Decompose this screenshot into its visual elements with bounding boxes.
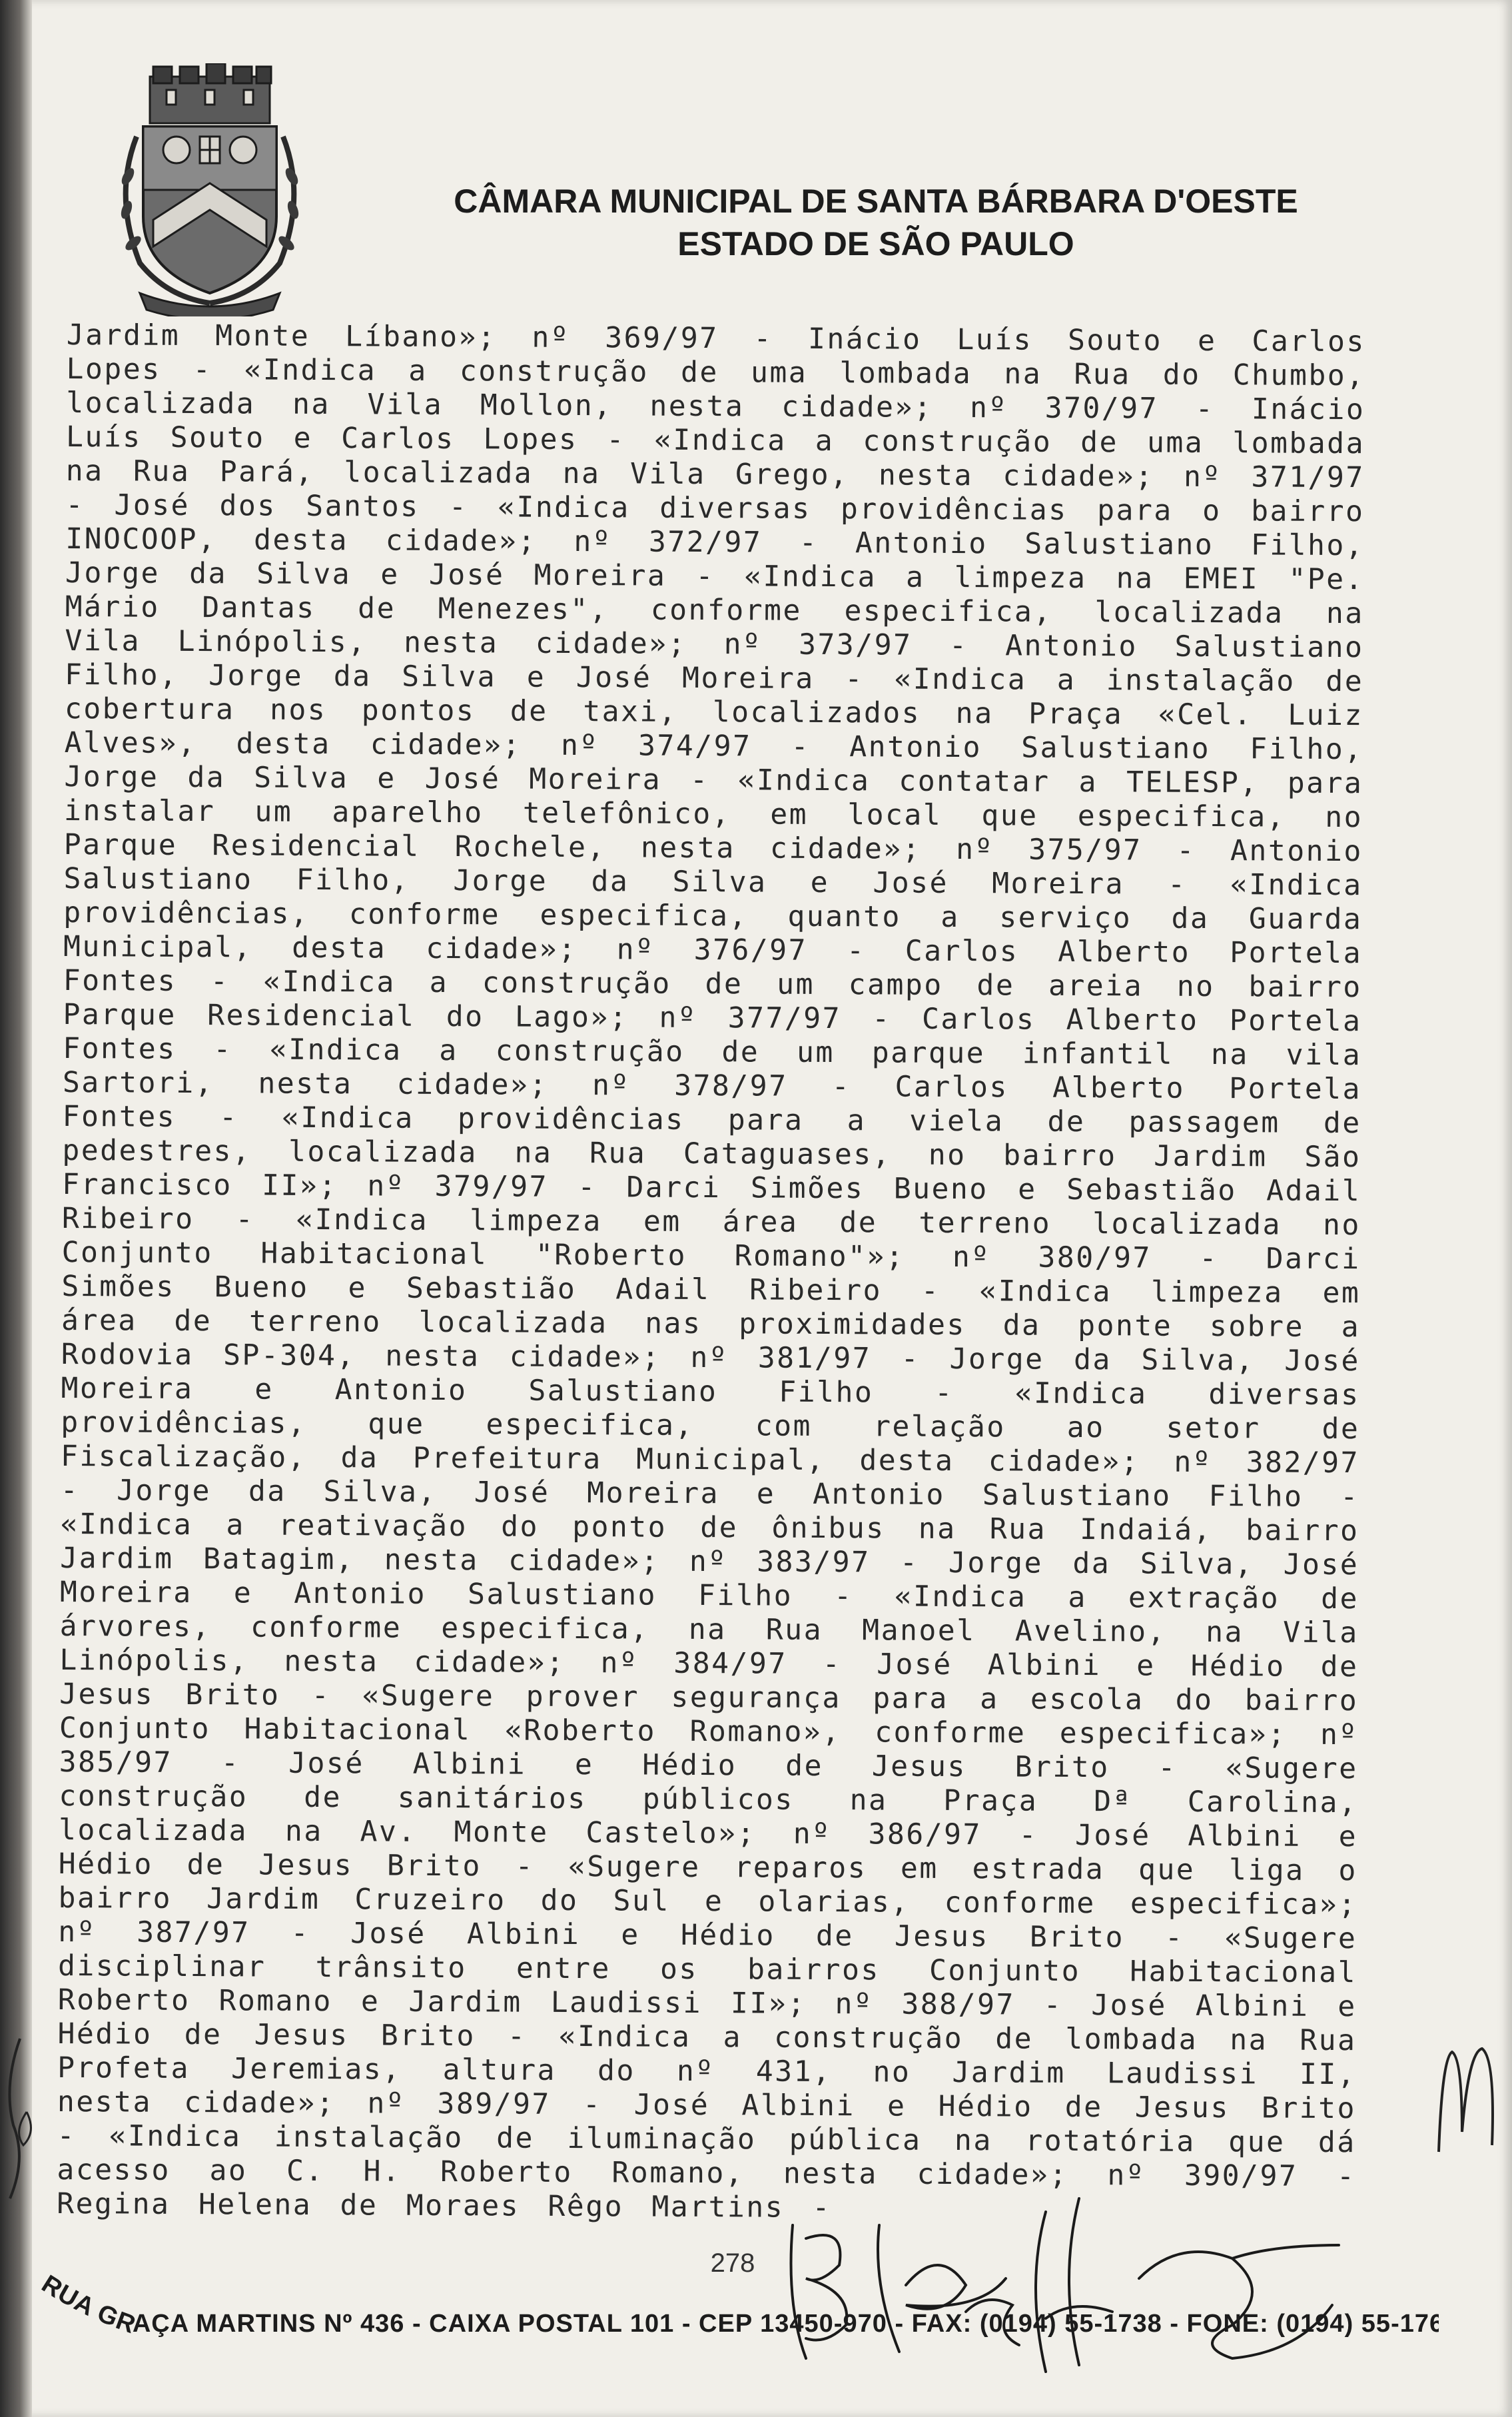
header-line-2: ESTADO DE SÃO PAULO [677,225,1074,262]
page-number: 278 [710,2248,755,2278]
header-line-1: CÂMARA MUNICIPAL DE SANTA BÁRBARA D'OESTE [454,183,1298,220]
left-margin-mark-icon [0,2032,47,2205]
document-body [57,318,1365,2228]
coat-of-arms-icon [113,63,306,316]
document-header [400,180,1352,265]
right-margin-initial-icon [1432,2032,1505,2165]
footer-address-text: UA GRAÇA MARTINS Nº 436 - CAIXA POSTAL 101 - CEP 13450-970 - FAX: (0194) 55-1738 - FONE: (0194) 55-17 [53,2279,1430,2340]
body-paragraph: Jardim Monte Líbano»; nº 369/97 - Inácio Luís Souto e Carlos Lopes - «Indica a construção de uma lombada na Rua do Chumbo, localizada na Vila Mollon, nesta cidade»; nº 370/97 - Inácio Luís Souto e Carlos Lopes - «Indica a construção de uma lombada na Rua Pará, localizada na Vila Grego, nesta cidade»; nº 371/97 - José dos Santos - «Indica diversas providências para o bairro INOCOOP, desta cidade»; nº 372/97 - Antonio Salustiano Filho, Jorge da Silva e José Moreira - «Indica a limpeza na EMEI "Pe. Mário Dantas de Menezes", conforme especifica, localizada na Vila Linópolis, nesta cidade»; nº 373/97 - Antonio Salustiano Filho, Jorge da Silva e José Moreira - «Indica a instalação de cobertura nos pontos de taxi, localizados na Praça «Cel. Luiz Alves», desta cidade»; nº 374/97 - Antonio Salustiano Filho, Jorge da Silva e José Moreira - «Indica contatar a TELESP, para instalar um aparelho telefônico, em local que especifica, no Parque Residencial Rochele, nesta cidade»; nº 375/97 - Antonio Salustiano Filho, Jorge da Silva e José Moreira - «Indica providências, conforme especifica, quanto a serviço da Guarda Municipal, desta cidade»; nº 376/97 - Carlos Alberto Portela Fontes - «Indica a construção de um campo de areia no bairro Parque Residencial do Lago»; nº 377/97 - Carlos Alberto Portela Fontes - «Indica a construção de um parque infantil na vila Sartori, nesta cidade»; nº 378/97 - Carlos Alberto Portela Fontes - «Indica providências para a viela de passagem de pedestres, localizada na Rua Cataguases, no bairro Jardim São Francisco II»; nº 379/97 - Darci Simões Bueno e Sebastião Adail Ribeiro - «Indica limpeza em área de terreno localizada no Conjunto Habitacional "Roberto Romano"»; nº 380/97 - Darci Simões Bueno e Sebastião Adail Ribeiro - «Indica limpeza em área de terreno localizada nas proximidades da ponte sobre a Rodovia SP-304, nesta cidade»; nº 381/97 - Jorge da Silva, José Moreira e Antonio Salustiano Filho - «Indica diversas providências, que especifica, com relação ao setor de Fiscalização, da Prefeitura Municipal, desta cidade»; nº 382/97 - Jorge da Silva, José Moreira e Antonio Salustiano Filho - «Indica a reativação do ponto de ônibus na Rua Indaiá, bairro Jardim Batagim, nesta cidade»; nº 383/97 - Jorge da Silva, José Moreira e Antonio Salustiano Filho - «Indica a extração de árvores, conforme especifica, na Rua Manoel Avelino, na Vila Linópolis, nesta cidade»; nº 384/97 - José Albini e Hédio de Jesus Brito - «Sugere prover segurança para a escola do bairro Conjunto Habitacional «Roberto Romano», conforme especifica»; nº 385/97 - José Albini e Hédio de Jesus Brito - «Sugere construção de sanitários públicos na Praça Dª Carolina, localizada na Av. Monte Castelo»; nº 386/97 - José Albini e Hédio de Jesus Brito - «Sugere reparos em estrada que liga o bairro Jardim Cruzeiro do Sul e olarias, conforme especifica»; nº 387/97 - José Albini e Hédio de Jesus Brito - «Sugere disciplinar trânsito entre os bairros Conjunto Habitacional Roberto Romano e Jardim Laudissi II»; nº 388/97 - José Albini e Hédio de Jesus Brito - «Indica a construção de lombada na Rua Profeta Jeremias, altura do nº 431, no Jardim Laudissi II, nesta cidade»; nº 389/97 - José Albini e Hédio de Jesus Brito - «Indica instalação de iluminação pública na rotatória que dá acesso ao C. H. Roberto Romano, nesta cidade»; nº 390/97 - Regina Helena de Moraes Rêgo Martins - [57,318,1365,2225]
footer-address [40,2262,1439,2355]
svg-text:RUA GRAÇA MARTINS Nº 436 - CAI [40,2262,1439,2340]
